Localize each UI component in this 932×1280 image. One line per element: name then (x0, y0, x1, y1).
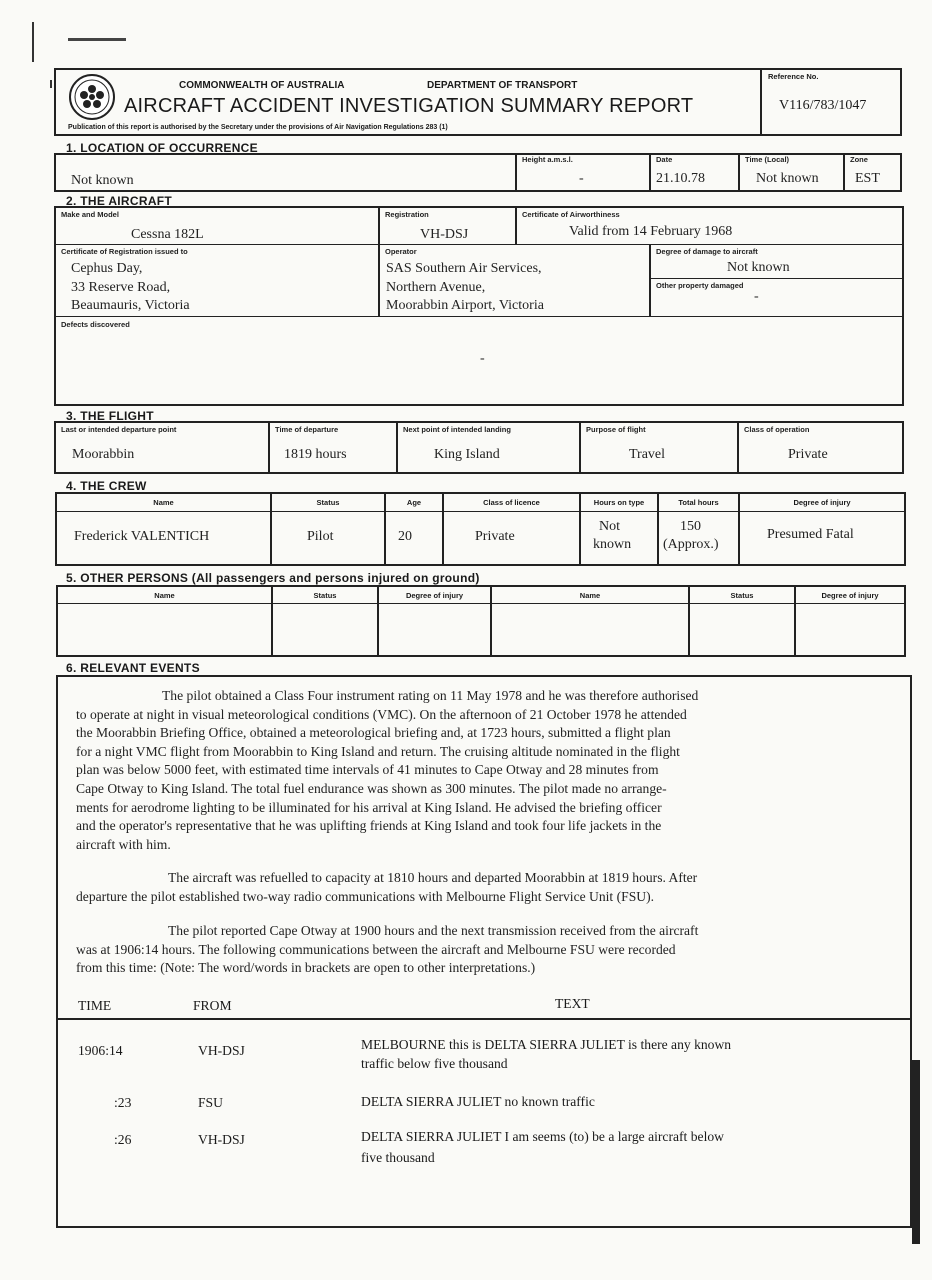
publication-note: Publication of this report is authorised by the Secretary under the provisions of Air Navigation Regulations 283 (1) (68, 124, 448, 131)
crew-licence: Private (475, 529, 515, 544)
paragraph-3-line-3: from this time: (Note: The word/words in brackets are open to other interpretations.) (76, 960, 536, 976)
other-property-cell (650, 279, 902, 317)
paragraph-1 (76, 687, 896, 854)
transcript-text-line-2: five thousand (361, 1150, 435, 1165)
flight-box (54, 421, 904, 474)
class-operation-value: Private (788, 447, 828, 462)
transcript-from: VH-DSJ (198, 1132, 245, 1147)
paragraph-1-line-4: for a night VMC flight from Moorabbin to King Island and return. The cruising altitude nominated in the flight (76, 743, 680, 759)
other-header-injury: Degree of injury (405, 591, 464, 600)
transcript-text-line-2: traffic below five thousand (361, 1056, 508, 1071)
other-persons-box (56, 585, 906, 657)
crew-header-age: Age (406, 498, 422, 507)
section-flight-heading: 3. THE FLIGHT (66, 409, 154, 423)
date-cell (650, 153, 739, 192)
time-label: Time (Local) (745, 155, 790, 164)
other-property-label: Other property damaged (656, 281, 744, 290)
other-property-value: - (754, 289, 759, 304)
other-col-name-2 (491, 587, 689, 655)
height-label: Height a.m.s.l. (522, 155, 573, 164)
crew-injury: Presumed Fatal (767, 527, 854, 542)
report-title: AIRCRAFT ACCIDENT INVESTIGATION SUMMARY REPORT (124, 95, 694, 117)
registration-value: VH-DSJ (420, 227, 469, 242)
header-dept: DEPARTMENT OF TRANSPORT (427, 80, 578, 91)
zone-label: Zone (850, 155, 868, 164)
departure-point-value: Moorabbin (72, 447, 135, 462)
transcript-from: VH-DSJ (198, 1043, 245, 1058)
next-landing-value: King Island (434, 447, 500, 462)
location-place: Not known (71, 173, 134, 188)
scan-smudge (68, 38, 126, 41)
other-header-injury-2: Degree of injury (821, 591, 879, 600)
time-cell (739, 153, 844, 192)
purpose-cell (580, 423, 738, 472)
certificate-registration-cell (56, 245, 379, 317)
damage-value: Not known (727, 260, 790, 275)
other-header-status: Status (313, 591, 337, 600)
transcript-header-time: TIME (78, 998, 112, 1013)
crew-hours-type-line2: known (593, 537, 632, 552)
aircraft-box (54, 206, 904, 406)
other-col-injury-2 (795, 587, 904, 655)
certificate-registration-label: Certificate of Registration issued to (61, 247, 188, 256)
transcript-divider (58, 1018, 910, 1020)
owner-line-2: 33 Reserve Road, (71, 280, 171, 295)
transcript-from: FSU (198, 1095, 223, 1110)
other-col-injury (378, 587, 491, 655)
height-cell (515, 153, 650, 192)
crew-header-hours-type: Hours on type (593, 498, 645, 507)
class-operation-cell (738, 423, 902, 472)
other-header-status-2: Status (730, 591, 754, 600)
paragraph-1-line-1: The pilot obtained a Class Four instrument rating on 11 May 1978 and he was therefore authorised (162, 688, 699, 703)
operator-line-2: Northern Avenue, (386, 280, 486, 295)
paragraph-1-line-6: Cape Otway to King Island. The total fuel endurance was shown as 300 minutes. The pilot made no arrange- (76, 780, 667, 796)
transcript-text-line-1: DELTA SIERRA JULIET no known traffic (361, 1094, 595, 1109)
next-landing-label: Next point of intended landing (403, 425, 511, 434)
crew-col-hours-type (580, 494, 658, 564)
paragraph-1-line-8: and the operator's representative that he was uplifting friends at King Island and took four life jackets in the (76, 818, 662, 834)
departure-time-cell (269, 423, 397, 472)
owner-line-1: Cephus Day, (71, 261, 143, 276)
make-value: Cessna 182L (131, 227, 204, 242)
transcript-time: :23 (114, 1095, 132, 1110)
operator-line-1: SAS Southern Air Services, (386, 261, 542, 276)
crew-header-status: Status (316, 498, 340, 507)
transcript-row (0, 1037, 932, 1077)
crew-col-age (385, 494, 443, 564)
paragraph-1-line-3: the Moorabbin Briefing Office, obtained a meteorological briefing and, at 1723 hours, submitted a flight plan (76, 725, 671, 741)
header-org: COMMONWEALTH OF AUSTRALIA (179, 80, 345, 91)
make-cell (56, 208, 379, 245)
make-label: Make and Model (61, 210, 119, 219)
crew-header-injury: Degree of injury (793, 498, 851, 507)
date-label: Date (656, 155, 673, 164)
departure-time-value: 1819 hours (284, 447, 347, 462)
paragraph-1-line-9: aircraft with him. (76, 836, 171, 852)
departure-point-label: Last or intended departure point (61, 425, 177, 434)
crew-status: Pilot (307, 529, 334, 544)
departure-time-label: Time of departure (275, 425, 339, 434)
reference-label: Reference No. (768, 72, 819, 81)
other-col-name (58, 587, 272, 655)
paragraph-3-line-1: The pilot reported Cape Otway at 1900 hours and the next transmission received from the aircraft (168, 923, 699, 938)
section-events-heading: 6. RELEVANT EVENTS (66, 661, 200, 675)
class-operation-label: Class of operation (744, 425, 810, 434)
transcript-row (0, 1094, 932, 1116)
airworthiness-label: Certificate of Airworthiness (522, 210, 620, 219)
location-box (54, 153, 902, 192)
paragraph-2 (76, 869, 896, 906)
crew-name: Frederick VALENTICH (74, 529, 210, 544)
damage-label: Degree of damage to aircraft (656, 247, 758, 256)
purpose-value: Travel (629, 447, 666, 462)
time-value: Not known (756, 171, 819, 186)
paragraph-1-line-2: to operate at night in visual meteorological conditions (VMC). On the afternoon of 21 October 1978 he attended (76, 706, 687, 722)
operator-line-3: Moorabbin Airport, Victoria (386, 298, 544, 313)
owner-line-3: Beaumauris, Victoria (71, 298, 190, 313)
reference-number: V116/783/1047 (779, 98, 867, 113)
transcript-row (0, 1129, 932, 1169)
zone-cell (844, 153, 902, 192)
defects-value: - (480, 351, 485, 366)
crew-col-status (271, 494, 385, 564)
operator-label: Operator (385, 247, 417, 256)
paragraph-1-line-7: ments for aerodrome lighting to be illuminated for his arrival at King Island. He advised the briefing officer (76, 799, 662, 815)
crew-header-name: Name (153, 498, 174, 507)
paragraph-3 (76, 922, 896, 978)
commonwealth-crest-icon (69, 74, 115, 120)
crew-total-line2: (Approx.) (663, 537, 719, 552)
other-header-name: Name (154, 591, 175, 600)
crew-age: 20 (398, 529, 412, 544)
damage-cell (650, 245, 902, 279)
section-other-persons-heading: 5. OTHER PERSONS (All passengers and persons injured on ground) (66, 571, 480, 585)
transcript-header-text: TEXT (555, 996, 590, 1011)
margin-tick (50, 80, 52, 88)
zone-value: EST (855, 171, 880, 186)
paragraph-1-line-5: plan was below 5000 feet, with estimated time intervals of 41 minutes to Cape Otway and 28 minutes from (76, 762, 659, 778)
registration-cell (379, 208, 516, 245)
registration-label: Registration (385, 210, 429, 219)
airworthiness-cell (516, 208, 902, 245)
crew-col-total (658, 494, 739, 564)
margin-mark (32, 22, 34, 62)
next-landing-cell (397, 423, 580, 472)
crew-box (55, 492, 906, 566)
departure-point-cell (56, 423, 269, 472)
operator-cell (379, 245, 650, 317)
paragraph-3-line-2: was at 1906:14 hours. The following communications between the aircraft and Melbourne FSU were recorded (76, 941, 676, 957)
crew-col-licence (443, 494, 580, 564)
transcript-text-line-1: DELTA SIERRA JULIET I am seems (to) be a large aircraft below (361, 1129, 724, 1144)
transcript-time: 1906:14 (78, 1043, 123, 1058)
transcript-time: :26 (114, 1132, 132, 1147)
crew-col-name (57, 494, 271, 564)
other-col-status (272, 587, 378, 655)
defects-label: Defects discovered (61, 320, 130, 329)
crew-total-line1: 150 (680, 519, 701, 534)
crew-header-total: Total hours (678, 498, 719, 507)
transcript-header-from: FROM (193, 998, 232, 1013)
crew-header-licence: Class of licence (483, 498, 540, 507)
other-col-status-2 (689, 587, 795, 655)
section-location-heading: 1. LOCATION OF OCCURRENCE (66, 141, 258, 155)
purpose-label: Purpose of flight (586, 425, 646, 434)
section-crew-heading: 4. THE CREW (66, 479, 147, 493)
height-value: - (579, 171, 584, 186)
transcript-text-line-1: MELBOURNE this is DELTA SIERRA JULIET is there any known (361, 1037, 732, 1052)
date-value: 21.10.78 (656, 171, 705, 186)
crew-hours-type-line1: Not (599, 519, 620, 534)
crew-col-injury (739, 494, 904, 564)
airworthiness-value: Valid from 14 February 1968 (569, 224, 733, 239)
other-header-name-2: Name (579, 591, 601, 600)
paragraph-2-line-1: The aircraft was refuelled to capacity at 1810 hours and departed Moorabbin at 1819 hours. After (168, 870, 698, 885)
paragraph-2-line-2: departure the pilot established two-way radio communications with Melbourne Flight Service Unit (FSU). (76, 888, 654, 904)
section-aircraft-heading: 2. THE AIRCRAFT (66, 194, 173, 208)
